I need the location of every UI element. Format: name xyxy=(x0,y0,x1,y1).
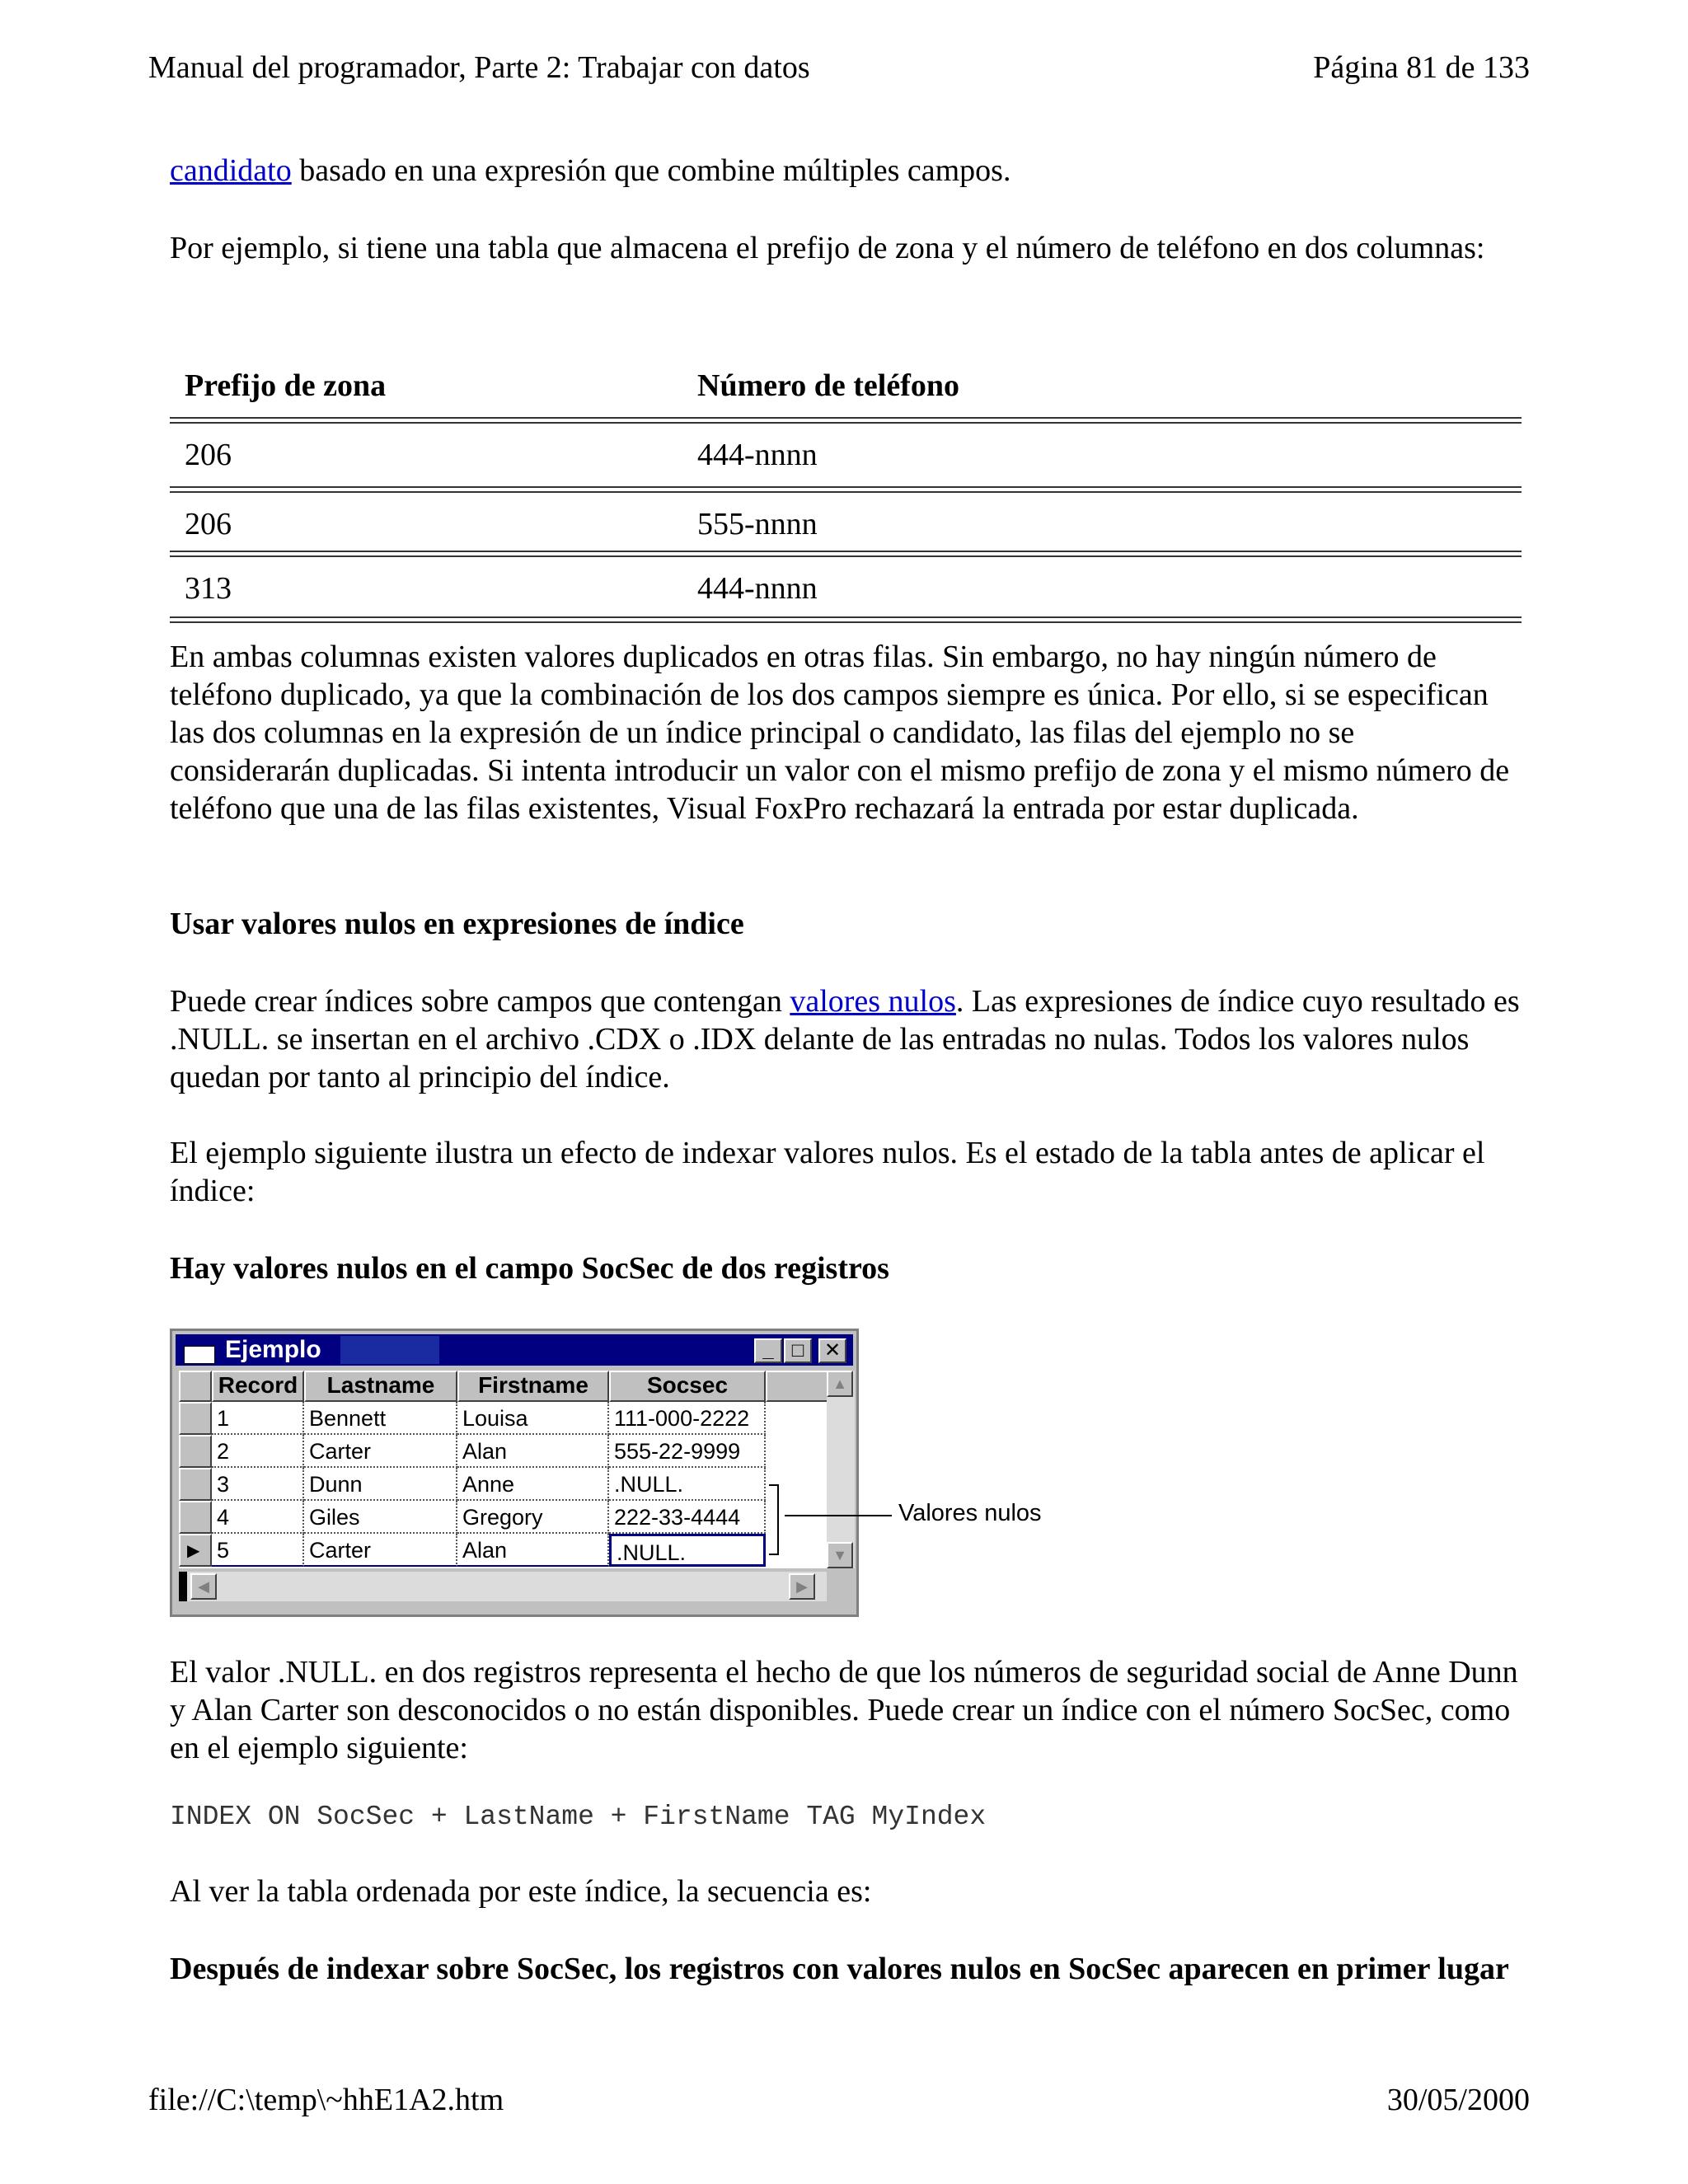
footer-file-path: file://C:\temp\~hhE1A2.htm xyxy=(148,2083,504,2117)
null-bracket xyxy=(769,1484,779,1555)
current-row-indicator[interactable]: ▶ xyxy=(179,1534,212,1567)
window-app-icon xyxy=(184,1346,215,1364)
grid-cell[interactable]: .NULL. xyxy=(609,1468,766,1501)
callout-line xyxy=(785,1515,892,1516)
grid-cell[interactable]: Gregory xyxy=(457,1501,609,1534)
browse-grid xyxy=(179,1371,830,1568)
paragraph-intro-table: Por ejemplo, si tiene una tabla que almacena el prefijo de zona y el número de teléfono en dos columnas: xyxy=(170,231,1485,265)
table-divider xyxy=(170,616,1522,623)
grid-cell[interactable]: Alan xyxy=(457,1435,609,1468)
close-icon[interactable]: ✕ xyxy=(818,1338,846,1363)
grid-cell[interactable]: Carter xyxy=(304,1435,457,1468)
table-divider xyxy=(170,551,1522,557)
phone-table xyxy=(170,354,1522,623)
scroll-down-icon[interactable]: ▼ xyxy=(827,1542,853,1568)
window-title: Ejemplo xyxy=(225,1336,321,1363)
grid-cell[interactable]: Giles xyxy=(304,1501,457,1534)
paragraph-null-values xyxy=(170,982,1522,1096)
scroll-up-icon[interactable]: ▲ xyxy=(827,1371,853,1397)
grid-cell-active[interactable]: .NULL. xyxy=(609,1534,766,1567)
table-cell: 444-nnnn xyxy=(697,571,818,606)
grid-cell[interactable]: Anne xyxy=(457,1468,609,1501)
table-cell: 444-nnnn xyxy=(697,438,818,472)
page-number: Página 81 de 133 xyxy=(1313,50,1530,85)
grid-cell[interactable]: 2 xyxy=(212,1435,304,1468)
table-cell: 206 xyxy=(185,438,232,472)
titlebar-highlight xyxy=(340,1336,439,1364)
intro-text: basado en una expresión que combine múltiples campos. xyxy=(291,153,1011,188)
grid-cell[interactable]: 5 xyxy=(212,1534,304,1567)
table-divider xyxy=(170,417,1522,424)
grid-corner xyxy=(179,1371,212,1402)
column-header-empty xyxy=(766,1371,830,1402)
grid-cell[interactable]: 222-33-4444 xyxy=(609,1501,766,1534)
scroll-right-icon[interactable]: ▶ xyxy=(789,1573,815,1600)
grid-cell[interactable]: Dunn xyxy=(304,1468,457,1501)
window-titlebar xyxy=(176,1334,853,1366)
scroll-left-icon[interactable]: ◀ xyxy=(190,1573,217,1600)
grid-cell[interactable]: 555-22-9999 xyxy=(609,1435,766,1468)
resize-grip-icon[interactable] xyxy=(827,1572,855,1601)
figure-caption-nulls: Hay valores nulos en el campo SocSec de dos registros xyxy=(170,1251,889,1286)
intro-line xyxy=(170,152,1522,190)
ejemplo-window xyxy=(170,1329,859,1617)
column-header-record[interactable]: Record xyxy=(212,1371,304,1402)
code-sample: INDEX ON SocSec + LastName + FirstName TAG MyIndex xyxy=(170,1802,987,1832)
vertical-scrollbar[interactable] xyxy=(827,1371,855,1568)
paragraph-example-intro: El ejemplo siguiente ilustra un efecto de indexar valores nulos. Es el estado de la tabla antes de aplicar el índice: xyxy=(170,1136,1485,1208)
grid-cell[interactable]: Carter xyxy=(304,1534,457,1567)
row-selector[interactable] xyxy=(179,1501,212,1534)
table-cell: 206 xyxy=(185,507,232,541)
column-header-socsec[interactable]: Socsec xyxy=(609,1371,766,1402)
row-selector[interactable] xyxy=(179,1468,212,1501)
footer-date: 30/05/2000 xyxy=(1386,2083,1530,2117)
column-header-lastname[interactable]: Lastname xyxy=(304,1371,457,1402)
grid-cell[interactable]: Alan xyxy=(457,1534,609,1567)
table-cell: 313 xyxy=(185,571,232,606)
table-row xyxy=(170,557,1522,616)
table-header-cell: Número de teléfono xyxy=(697,368,960,403)
table-header-row xyxy=(170,354,1522,417)
minimize-icon[interactable]: _ xyxy=(754,1338,782,1363)
paragraph-null-explanation: El valor .NULL. en dos registros representa el hecho de que los números de seguridad social de Anne Dunn y Alan Carter son desconocidos o no están disponibles. Puede crear un índice con el número SocSec, como en el ejemplo siguiente: xyxy=(170,1655,1518,1765)
grid-cell[interactable]: 111-000-2222 xyxy=(609,1402,766,1435)
column-header-firstname[interactable]: Firstname xyxy=(457,1371,609,1402)
horizontal-scrollbar[interactable] xyxy=(179,1572,830,1601)
page-header-title: Manual del programador, Parte 2: Trabajar con datos xyxy=(148,50,810,85)
row-selector[interactable] xyxy=(179,1402,212,1435)
para3-before: Puede crear índices sobre campos que contengan xyxy=(170,984,790,1019)
table-divider xyxy=(170,486,1522,493)
grid-cell[interactable]: 4 xyxy=(212,1501,304,1534)
paragraph-sequence: Al ver la tabla ordenada por este índice, la secuencia es: xyxy=(170,1874,872,1909)
paragraph-duplicates: En ambas columnas existen valores duplicados en otras filas. Sin embargo, no hay ningún número de teléfono duplicado, ya que la combinación de los dos campos siempre es única. Por ello, si se especifican las dos columnas en la expresión de un índice principal o candidato, las filas del ejemplo no se considerarán duplicadas. Si intenta introducir un valor con el mismo prefijo de zona y el mismo número de teléfono que una de las filas existentes, Visual FoxPro rechazará la entrada por estar duplicada. xyxy=(170,640,1510,826)
callout-label: Valores nulos xyxy=(898,1500,1042,1526)
grid-cell[interactable]: 3 xyxy=(212,1468,304,1501)
split-bar[interactable] xyxy=(179,1572,187,1601)
grid-cell[interactable]: Bennett xyxy=(304,1402,457,1435)
section-heading-null-index: Usar valores nulos en expresiones de índice xyxy=(170,907,744,941)
table-header-cell: Prefijo de zona xyxy=(185,368,387,403)
row-selector[interactable] xyxy=(179,1435,212,1468)
maximize-icon[interactable]: □ xyxy=(784,1338,812,1363)
table-row xyxy=(170,493,1522,551)
grid-cell[interactable]: 1 xyxy=(212,1402,304,1435)
grid-cell[interactable]: Louisa xyxy=(457,1402,609,1435)
valores-nulos-link[interactable]: valores nulos xyxy=(790,984,956,1019)
table-row xyxy=(170,424,1522,486)
para3-after: . Las expresiones de índice cuyo resultado es .NULL. se insertan en el archivo .CDX o .IDX delante de las entradas no nulas. Todos los valores nulos quedan por tanto al principio del índice. xyxy=(170,984,1520,1094)
figure-caption-after-index: Después de indexar sobre SocSec, los registros con valores nulos en SocSec aparecen en primer lugar xyxy=(170,1952,1509,1986)
table-cell: 555-nnnn xyxy=(697,507,818,541)
candidato-link[interactable]: candidato xyxy=(170,153,292,188)
